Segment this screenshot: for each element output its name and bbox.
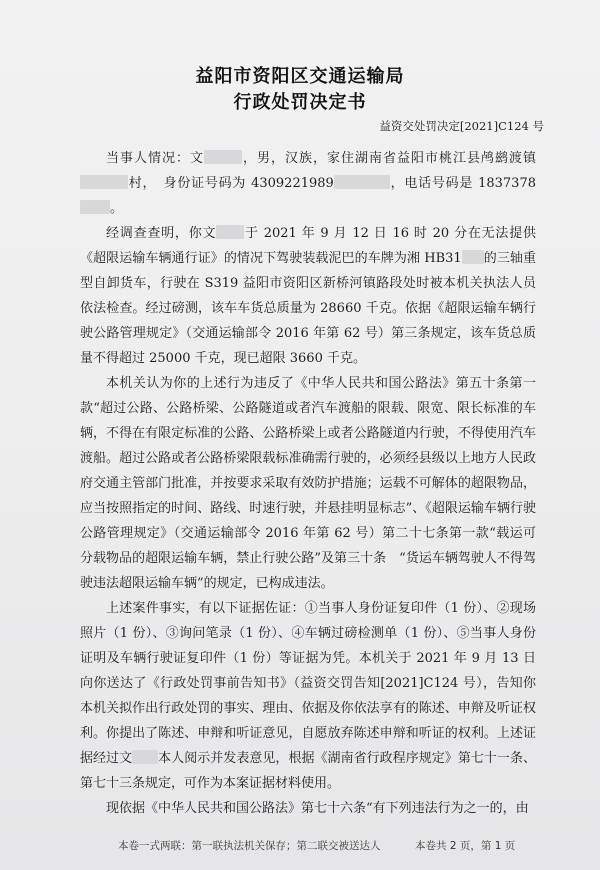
redaction xyxy=(334,175,390,189)
redaction xyxy=(204,150,242,164)
document-body xyxy=(80,146,536,821)
redaction xyxy=(80,175,128,189)
investigation-paragraph: 经调查查明，你文 于 2021 年 9 月 12 日 16 时 20 分在无法提供《超限运输车辆通行证》的情况下驾驶装载泥巴的车牌为湘 HB31 的三轴重型自卸货车，行驶在 S319 益阳市资阳区新桥河镇路段处时被本机关执法人员依法检查。经过磅测，该车车货总质量为 28660 千克。依据《超限运输车辆行驶公路管理规定》（交通运输部令 2016 年第 62 号）第三条规定，该车货总质量不得超过 25000 千克，现已超限 3660 千克。 xyxy=(80,226,536,366)
redaction xyxy=(80,200,110,214)
document-title: 行政处罚决定书 xyxy=(233,92,367,113)
redaction xyxy=(216,225,244,239)
document-number: 益资交处罚决定[2021]C124 号 xyxy=(379,119,544,133)
page-indicator: 本卷共 2 页，第 1 页 xyxy=(415,840,516,852)
penalty-basis-paragraph: 现依据《中华人民共和国公路法》第七十六条“有下列违法行为之一的，由 xyxy=(106,801,529,816)
redaction xyxy=(132,750,158,764)
violation-paragraph: 本机关认为你的上述行为违反了《中华人民共和国公路法》第五十条第一款“超过公路、公路桥梁、公路隧道或者汽车渡船的限载、限宽、限长标准的车辆，不得在有限定标准的公路、公路桥梁上或者公路隧道内行驶，不得使用汽车渡船。超过公路或者公路桥梁限载标准确需行驶的，必须经县级以上地方人民政府交通主管部门批准，并按要求采取有效防护措施；运载不可解体的超限物品，应当按照指定的时间、路线、时速行驶，并悬挂明显标志”、《超限运输车辆行驶公路管理规定》（交通运输部令 2016 年第 62 号）第二十七条第一款“载运可分载物品的超限运输车辆，禁止行驶公路”及第三十条 “货运车辆驾驶人不得驾驶违法超限运输车辆”的规定，已构成违法。 xyxy=(80,376,536,591)
agency-title: 益阳市资阳区交通运输局 xyxy=(195,66,405,87)
evidence-paragraph: 上述案件事实，有以下证据佐证：①当事人身份证复印件（1 份）、②现场照片（1 份）、③询问笔录（1 份）、④车辆过磅检测单（1 份）、⑤当事人身份证明及车辆行驶证复印件（1 份）等证据为凭。本机关于 2021 年 9 月 13 日向你送达了《行政处罚事前告知书》（益资交罚告知[2021]C124 号），告知你本机关拟作出行政处罚的事实、理由、依据及你依法享有的陈述、申辩及听证权利。你提出了陈述、申辩和听证意见，自愿放弃陈述申辩和听证的权利。上述证据经过文 本人阅示并发表意见，根据《湖南省行政程序规定》第七十一条、第七十三条规定，可作为本案证据材料使用。 xyxy=(80,601,536,791)
copies-note: 本卷一式两联：第一联执法机关保存；第二联交被送达人 xyxy=(118,840,381,852)
redaction xyxy=(462,250,484,264)
party-info-paragraph: 当事人情况：文 ，男，汉族，家住湖南省益阳市桃江县鸬鹚渡镇村， 身份证号码为 4309221989 ，电话号码是 1837378。 xyxy=(80,146,536,221)
